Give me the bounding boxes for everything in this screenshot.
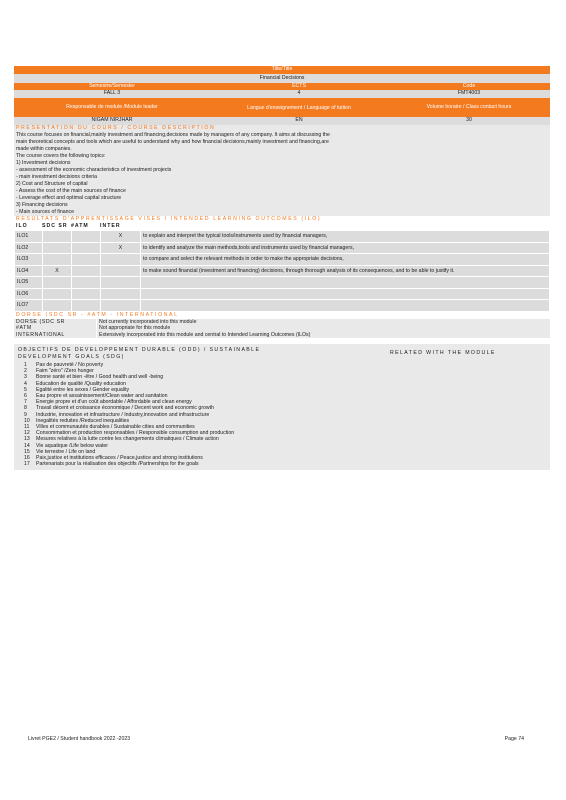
ects-label: ECTS bbox=[292, 83, 306, 89]
ilo-sdcsr-mark bbox=[43, 254, 72, 266]
course-title-row bbox=[14, 74, 550, 83]
presentation-line: The course covers the following topics: bbox=[16, 153, 106, 159]
sdg-number: 7 bbox=[24, 399, 27, 406]
ilo-atm-mark bbox=[72, 277, 101, 289]
sdg-text: Energie propre et d'un coût abordable / Affordable and clean energy bbox=[36, 399, 192, 406]
ilo-inter-mark bbox=[101, 277, 141, 289]
ilo-atm-mark bbox=[72, 254, 101, 266]
dorse-row bbox=[14, 332, 550, 339]
ilo-id: ILO5 bbox=[15, 277, 43, 289]
sdg-number: 16 bbox=[24, 455, 30, 462]
presentation-body bbox=[14, 132, 550, 216]
sdg-number: 2 bbox=[24, 368, 27, 375]
footer-page-number: Page 74 bbox=[504, 736, 524, 742]
ilo-inter-mark bbox=[101, 300, 141, 312]
ilo-row bbox=[15, 300, 550, 312]
dorse-text: Extensively incorporated into this module and central to Intended Learning Outcomes (ILOs) bbox=[96, 332, 550, 339]
sdg-number: 4 bbox=[24, 380, 27, 387]
sdg-number: 12 bbox=[24, 430, 30, 437]
ilo-atm-mark bbox=[72, 300, 101, 312]
presentation-line: - Assess the cost of the main sources of finance bbox=[16, 188, 126, 194]
presentation-line: - main investment decisions criteria bbox=[16, 174, 98, 180]
sdg-number: 8 bbox=[24, 405, 27, 412]
ilo-atm-mark bbox=[72, 265, 101, 277]
ilo-id: ILO1 bbox=[15, 231, 43, 243]
presentation-line: made within companies. bbox=[16, 146, 72, 152]
ilo-id: ILO2 bbox=[15, 242, 43, 254]
dorse-label: INTERNATIONAL bbox=[16, 331, 65, 338]
inter-col-header: INTER bbox=[100, 223, 121, 229]
sdg-text: Travail décent et croissance économique / Decent work and economic growth bbox=[36, 405, 215, 412]
language-label: Langue d'enseignement / Language of tuition bbox=[247, 104, 351, 111]
sdg-list bbox=[18, 362, 550, 467]
sdg-title-line1: OBJECTIFS DE DEVELOPPEMENT DURABLE (ODD) / SUSTAINABLE bbox=[18, 347, 261, 353]
presentation-title: PRESENTATION DU COURS / COURSE DESCRIPTION bbox=[16, 125, 216, 131]
ilo-title: RESULTATS D'APPRENTISSAGE VISES / INTENDED LEARNING OUTCOMES (ILO) bbox=[14, 216, 550, 223]
presentation-line: 2) Cost and Structure of capital bbox=[16, 181, 88, 187]
sdg-text: Bonne santé et bien -être / Good health and well -being bbox=[36, 374, 164, 381]
sdg-number: 14 bbox=[24, 442, 30, 449]
sdg-text: Eau propre et assainissement/Clean water and sanitation bbox=[36, 393, 168, 400]
presentation-line: This course focuses on financial,mainly investment and financing,decisions made by managers of any company. It aims at discussing the bbox=[16, 132, 330, 138]
sdg-number: 1 bbox=[24, 362, 27, 368]
ilo-description: to make sound financial (investment and financing) decisions, through thorough analysis of its consequences, and to be able to justify it. bbox=[141, 265, 550, 277]
sdg-number: 10 bbox=[24, 417, 30, 424]
course-sheet bbox=[14, 66, 550, 470]
ilo-inter-mark bbox=[101, 254, 141, 266]
sdcsr-col-header: SDC SR bbox=[42, 223, 68, 229]
responsible-label: Responsable de module /Module leader bbox=[66, 104, 158, 110]
dorse-text: Not appropriate for this module bbox=[96, 325, 550, 332]
ilo-inter-mark bbox=[101, 288, 141, 300]
title-label: Title/Title bbox=[271, 66, 293, 72]
ilo-id: ILO3 bbox=[15, 254, 43, 266]
dorse-title: DORSE (SDC SR - #ATM - INTERNATIONAL bbox=[16, 311, 179, 318]
ilo-description bbox=[141, 288, 550, 300]
ilo-atm-mark bbox=[72, 231, 101, 243]
sdg-title-line2: DEVELOPMENT GOALS (SDG) bbox=[18, 354, 125, 360]
sdg-text: Egalité entre les sexes / Gender equality bbox=[36, 386, 130, 393]
code-value: FMT4003 bbox=[457, 90, 481, 96]
ilo-table bbox=[14, 230, 550, 312]
sdg-section bbox=[14, 344, 550, 470]
staff-labels-row bbox=[14, 98, 550, 117]
responsible-value: NIGAM NIRJHAR bbox=[91, 117, 133, 123]
ilo-col-header: ILO bbox=[16, 223, 28, 229]
ilo-sdcsr-mark bbox=[43, 288, 72, 300]
dorse-section bbox=[14, 312, 550, 339]
presentation-line: 3) Financing decisions bbox=[16, 202, 68, 208]
presentation-line: main theoretical concepts and tools which are useful to understand why and how financial decisions,mainly investment and financing,are bbox=[16, 139, 329, 145]
ilo-inter-mark: X bbox=[101, 242, 141, 254]
ilo-atm-mark bbox=[72, 242, 101, 254]
sdg-text: Vie aquatique /Life below water bbox=[36, 442, 109, 449]
course-title: Financial Decisions bbox=[259, 75, 305, 81]
presentation-line: - assessment of the economic characteristics of investment projects bbox=[16, 167, 172, 173]
ilo-row bbox=[15, 288, 550, 300]
sdg-text: Mesures relatives à la lutte contre les changements climatiques / Climate action bbox=[36, 436, 219, 443]
code-label: Code bbox=[462, 83, 476, 89]
presentation-line: 1) Investment decisions bbox=[16, 160, 71, 166]
footer bbox=[28, 736, 524, 742]
ilo-description: to identify and analyze the main methods,tools and instruments used by financial managers, bbox=[141, 242, 550, 254]
ilo-row bbox=[15, 231, 550, 243]
ilo-description bbox=[141, 277, 550, 289]
presentation-line: - Leverage effect and optimal capital structure bbox=[16, 195, 122, 201]
sdg-text: Partenariats pour la réalisation des objectifs /Partnerships for the goals bbox=[36, 461, 199, 468]
language-value: EN bbox=[295, 117, 303, 123]
ilo-id: ILO7 bbox=[15, 300, 43, 312]
presentation-section bbox=[14, 125, 550, 216]
ilo-sdcsr-mark bbox=[43, 300, 72, 312]
sdg-text: Faim "zéro" /Zero hunger bbox=[36, 368, 94, 375]
info-labels-row bbox=[14, 83, 550, 90]
ilo-section bbox=[14, 216, 550, 312]
sdg-text: Industrie, innovation et infrastructure / Industry,innovation and infrastructure bbox=[36, 411, 210, 418]
ilo-row bbox=[15, 242, 550, 254]
ilo-inter-mark: X bbox=[101, 231, 141, 243]
ilo-id: ILO4 bbox=[15, 265, 43, 277]
sdg-item bbox=[18, 461, 550, 467]
dorse-label: #ATM bbox=[16, 325, 32, 331]
ilo-row bbox=[15, 277, 550, 289]
info-values-row bbox=[14, 90, 550, 98]
sdg-related-label: RELATED WITH THE MODULE bbox=[390, 350, 496, 356]
sdg-text: Pas de pauvreté / No poverty bbox=[36, 362, 104, 368]
sdg-number: 11 bbox=[24, 424, 30, 431]
sdg-text: Vie terrestre / Life on land bbox=[36, 448, 96, 455]
presentation-line: - Main sources of finance bbox=[16, 209, 74, 215]
dorse-text: Not currently incorporated into this module bbox=[96, 319, 550, 326]
ilo-sdcsr-mark: X bbox=[43, 265, 72, 277]
sdg-number: 6 bbox=[24, 393, 27, 400]
title-label-row bbox=[14, 66, 550, 74]
ilo-description: to compare and select the relevant methods in order to make the appropriate decisions, bbox=[141, 254, 550, 266]
hours-value: 30 bbox=[466, 117, 472, 123]
sdg-number: 17 bbox=[24, 461, 30, 468]
ilo-row bbox=[15, 254, 550, 266]
sdg-text: Inegalités reduites /Reduced inequalities bbox=[36, 417, 130, 424]
ilo-atm-mark bbox=[72, 288, 101, 300]
sdg-text: Paix,justice et institutions efficaces / Peace,justice and strong institutions bbox=[36, 455, 203, 462]
sdg-number: 5 bbox=[24, 386, 27, 393]
sdg-text: Education de qualité /Quality education bbox=[36, 380, 126, 387]
atm-col-header: #ATM bbox=[71, 223, 89, 229]
ilo-description bbox=[141, 300, 550, 312]
sdg-number: 13 bbox=[24, 436, 30, 443]
hours-label: Volume horaire / Class contact hours bbox=[426, 104, 512, 110]
ects-value: 4 bbox=[297, 90, 301, 96]
sdg-header bbox=[18, 347, 550, 361]
ilo-sdcsr-mark bbox=[43, 277, 72, 289]
ilo-sdcsr-mark bbox=[43, 242, 72, 254]
ilo-sdcsr-mark bbox=[43, 231, 72, 243]
dorse-label: DORSE (SDC SR bbox=[16, 318, 66, 325]
ilo-row bbox=[15, 265, 550, 277]
sdg-number: 9 bbox=[24, 411, 27, 418]
ilo-inter-mark bbox=[101, 265, 141, 277]
footer-left: Livret PGE2 / Student handbook 2022 -2023 bbox=[28, 736, 131, 742]
sdg-number: 15 bbox=[24, 448, 30, 455]
sdg-number: 3 bbox=[24, 374, 27, 381]
ilo-header-row bbox=[14, 223, 550, 230]
ilo-description: to explain and interpret the typical tools/instruments used by financial managers, bbox=[141, 231, 550, 243]
ilo-id: ILO6 bbox=[15, 288, 43, 300]
sdg-text: Consommation et production responsables / Responsible consumption and production bbox=[36, 430, 235, 437]
sdg-text: Villes et communautés durables / Sustainable cities and communities bbox=[36, 424, 195, 431]
dorse-table bbox=[14, 319, 550, 339]
semester-value: FALL 3 bbox=[103, 90, 121, 96]
semester-label: Semestre/Semester bbox=[89, 83, 135, 89]
staff-values-row bbox=[14, 117, 550, 125]
